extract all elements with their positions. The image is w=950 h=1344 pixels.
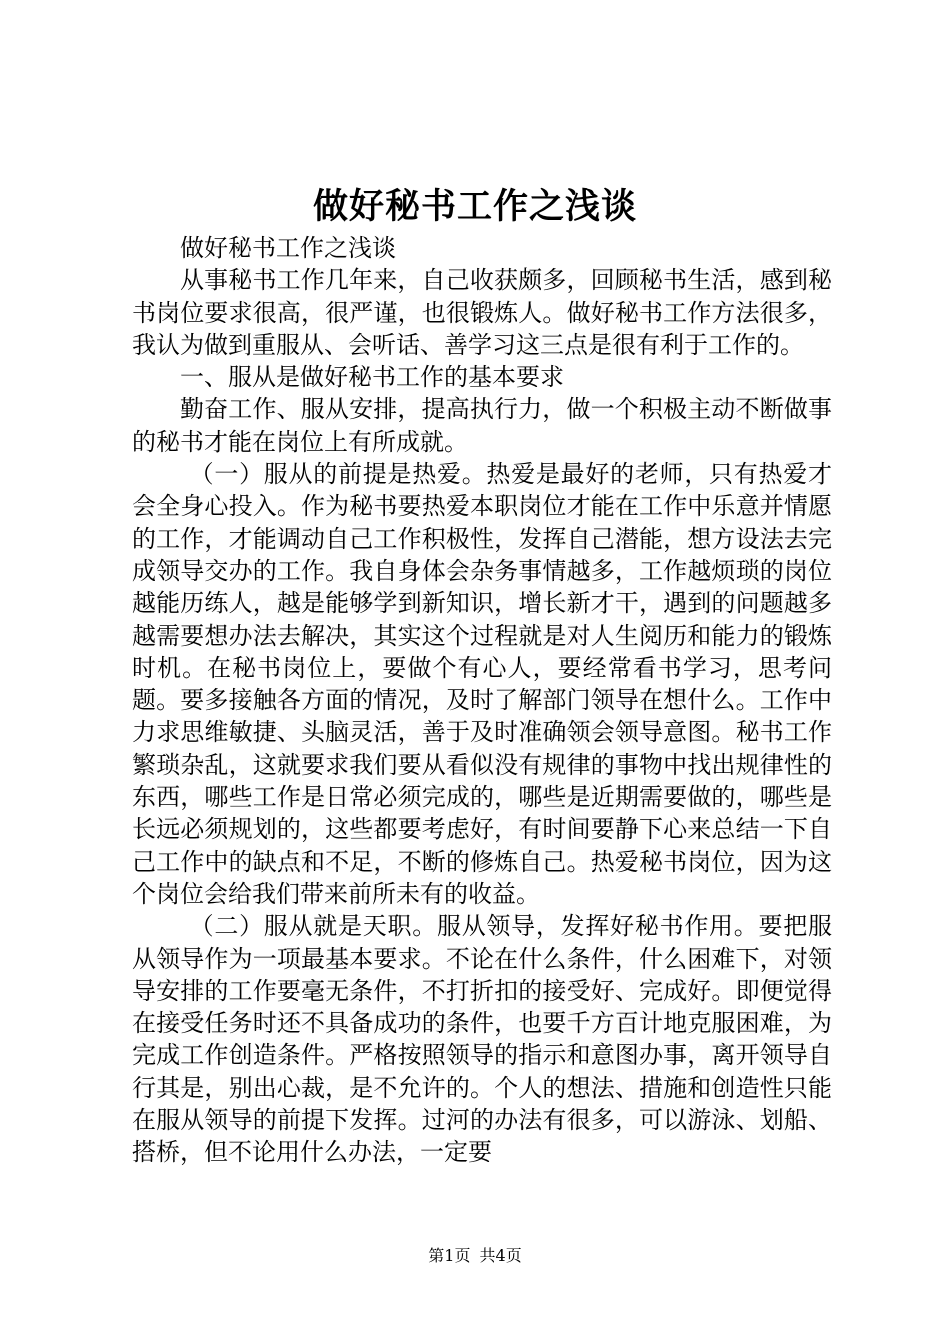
page-number: 第1页 [428, 1246, 471, 1265]
paragraph-subsection-2: （二）服从就是天职。服从领导，发挥好秘书作用。要把服从领导作为一项最基本要求。不论在什么条件，什么困难下，对领导安排的工作要毫无条件，不打折扣的接受好、完成好。即便觉得在接受任务时还不具备成功的条件，也要千方百计地克服困难，为完成工作创造条件。严格按照领导的指示和意图办事，离开领导自行其是，别出心裁，是不允许的。个人的想法、措施和创造性只能在服从领导的前提下发挥。过河的办法有很多，可以游泳、划船、搭桥，但不论用什么办法，一定要 [132, 912, 832, 1167]
paragraph-section-1-lead: 勤奋工作、服从安排，提高执行力，做一个积极主动不断做事的秘书才能在岗位上有所成就。 [132, 395, 832, 456]
paragraph-intro: 从事秘书工作几年来，自己收获颇多，回顾秘书生活，感到秘书岗位要求很高，很严谨，也很锻炼人。做好秘书工作方法很多，我认为做到重服从、会听话、善学习这三点是很有利于工作的。 [132, 266, 832, 359]
document-title: 做好秘书工作之浅谈 [312, 186, 637, 227]
paragraph-subsection-1: （一）服从的前提是热爱。热爱是最好的老师，只有热爱才会全身心投入。作为秘书要热爱本职岗位才能在工作中乐意并情愿的工作，才能调动自己工作积极性，发挥自己潜能，想方设法去完成领导交办的工作。我自身体会杂务事情越多，工作越烦琐的岗位越能历练人，越是能够学到新知识，增长新才干，遇到的问题越多越需要想办法去解决，其实这个过程就是对人生阅历和能力的锻炼时机。在秘书岗位上，要做个有心人，要经常看书学习，思考问题。要多接触各方面的情况，及时了解部门领导在想什么。工作中力求思维敏捷、头脑灵活，善于及时准确领会领导意图。秘书工作繁琐杂乱，这就要求我们要从看似没有规律的事物中找出规律性的东西，哪些工作是日常必须完成的，哪些是近期需要做的，哪些是长远必须规划的，这些都要考虑好，有时间要静下心来总结一下自己工作中的缺点和不足，不断的修炼自己。热爱秘书岗位，因为这个岗位会给我们带来前所未有的收益。 [132, 460, 832, 908]
document-body [132, 232, 832, 1169]
page-footer [0, 1244, 950, 1268]
page-total: 共4页 [479, 1246, 522, 1265]
paragraph-subtitle: 做好秘书工作之浅谈 [180, 234, 396, 262]
section-heading-1: 一、服从是做好秘书工作的基本要求 [180, 363, 564, 392]
